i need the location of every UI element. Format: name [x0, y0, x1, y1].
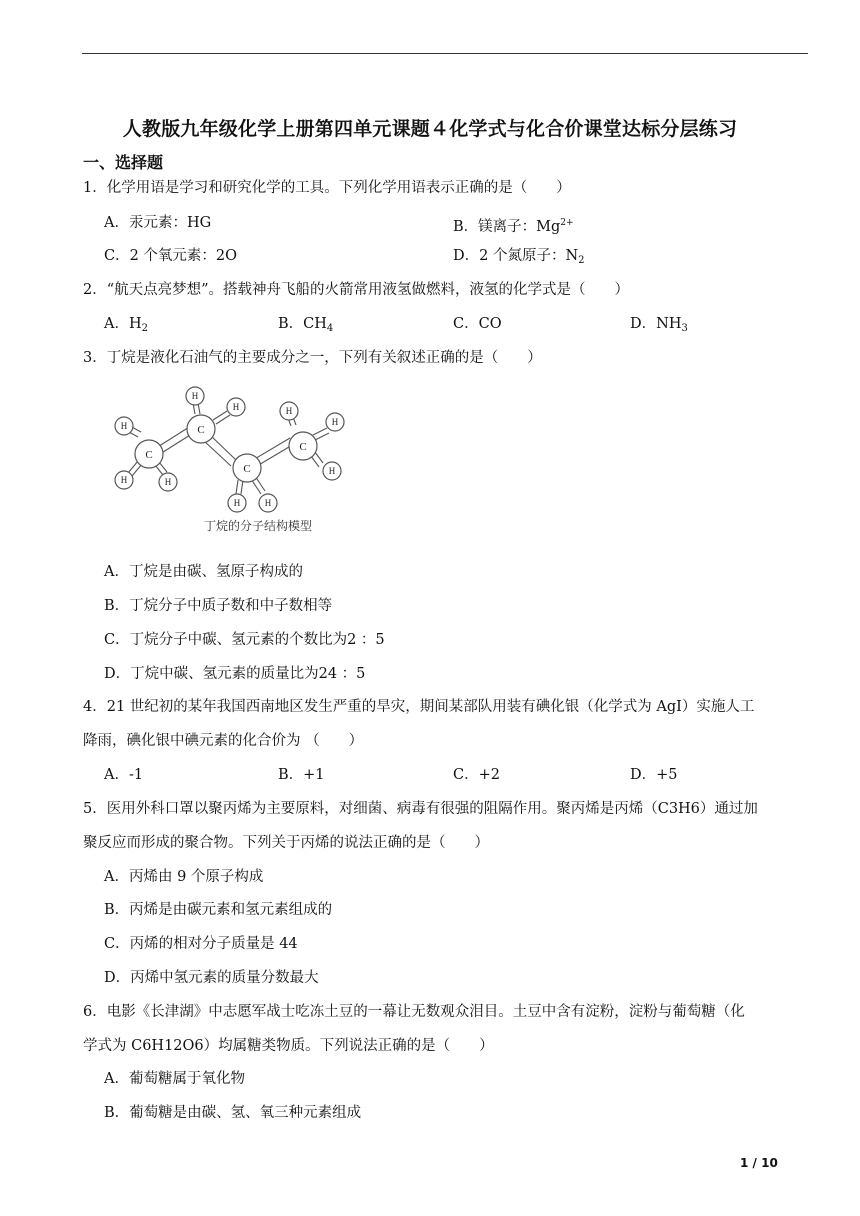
question-4-option-d: D．+5: [630, 767, 678, 783]
question-4-option-b: B．+1: [278, 767, 325, 783]
hydrogen-label: H: [328, 466, 336, 476]
hydrogen-label: H: [285, 406, 293, 416]
question-3-option-b: B．丁烷分子中质子数和中子数相等: [104, 598, 333, 614]
hydrogen-label: H: [120, 475, 128, 485]
document-title: 人教版九年级化学上册第四单元课题４化学式与化合价课堂达标分层练习: [122, 118, 738, 140]
question-5-stem-line-2: 聚反应而形成的聚合物。下列关于丙烯的说法正确的是（ ）: [83, 835, 489, 851]
carbon-label: C: [243, 463, 251, 475]
hydrogen-label: H: [120, 421, 128, 431]
carbon-label: C: [145, 449, 153, 461]
page-number: 1 / 10: [740, 1156, 778, 1170]
question-3-option-a: A．丁烷是由碳、氢原子构成的: [104, 564, 303, 580]
hydrogen-label: H: [264, 498, 272, 508]
hydrogen-label: H: [233, 498, 241, 508]
carbon-label: C: [299, 441, 307, 453]
question-3-option-d: D．丁烷中碳、氢元素的质量比为24 ：5: [104, 666, 366, 682]
question-1-option-a: A．汞元素：HG: [104, 215, 212, 231]
butane-molecule-diagram: [108, 384, 358, 536]
question-6-stem-line-2: 学式为 C6H12O6）均属糖类物质。下列说法正确的是（ ）: [83, 1038, 494, 1054]
question-2-option-c: C．CO: [453, 316, 502, 332]
hydrogen-label: H: [232, 402, 240, 412]
butane-molecule-svg: [108, 384, 358, 536]
question-1-option-d: D．2 个氮原子：$N_2$: [453, 248, 585, 266]
question-2-stem: 2．“航天点亮梦想”。搭载神舟飞船的火箭常用液氢做燃料，液氢的化学式是（ ）: [83, 282, 630, 298]
question-1-option-b: B．镁离子：$Mg^{2+}$: [453, 218, 574, 235]
question-2-option-d: D．$NH_3$: [630, 316, 688, 334]
question-1-option-c: C．2 个氧元素：2O: [104, 248, 238, 264]
question-4-option-a: A．-1: [104, 767, 144, 783]
question-5-stem-line-1: 5．医用外科口罩以聚丙烯为主要原料，对细菌、病毒有很强的阻隔作用。聚丙烯是丙烯（C3H6）通过加: [83, 801, 758, 817]
question-5-option-d: D．丙烯中氢元素的质量分数最大: [104, 970, 319, 986]
carbon-label: C: [197, 424, 205, 436]
question-6-option-b: B．葡萄糖是由碳、氢、氧三种元素组成: [104, 1105, 362, 1121]
question-4-stem-line-1: 4．21 世纪初的某年我国西南地区发生严重的旱灾，期间某部队用装有碘化银（化学式为 AgI）实施人工: [83, 699, 755, 715]
hydrogen-label: H: [164, 477, 172, 487]
question-2-option-b: B．$CH_4$: [278, 316, 334, 334]
question-5-option-b: B．丙烯是由碳元素和氢元素组成的: [104, 902, 333, 918]
hydrogen-label: H: [331, 417, 339, 427]
question-1-stem: 1．化学用语是学习和研究化学的工具。下列化学用语表示正确的是（ ）: [83, 180, 571, 196]
question-5-option-a: A．丙烯由 9 个原子构成: [104, 869, 264, 885]
question-4-option-c: C．+2: [453, 767, 500, 783]
question-5-option-c: C．丙烯的相对分子质量是 44: [104, 936, 298, 952]
header-rule: [82, 53, 808, 54]
question-2-option-a: A．$H_2$: [104, 316, 148, 334]
question-6-stem-line-1: 6．电影《长津湖》中志愿军战士吃冻土豆的一幕让无数观众泪目。土豆中含有淀粉，淀粉与葡萄糖（化: [83, 1004, 745, 1020]
hydrogen-label: H: [191, 391, 199, 401]
diagram-caption: 丁烷的分子结构模型: [203, 519, 313, 533]
question-3-stem: 3．丁烷是液化石油气的主要成分之一，下列有关叙述正确的是（ ）: [83, 350, 542, 366]
section-heading: 一、选择题: [83, 153, 164, 172]
question-4-stem-line-2: 降雨，碘化银中碘元素的化合价为 （ ）: [83, 733, 364, 749]
question-3-option-c: C．丁烷分子中碳、氢元素的个数比为2 ：5: [104, 632, 385, 648]
question-6-option-a: A．葡萄糖属于氧化物: [104, 1071, 245, 1087]
